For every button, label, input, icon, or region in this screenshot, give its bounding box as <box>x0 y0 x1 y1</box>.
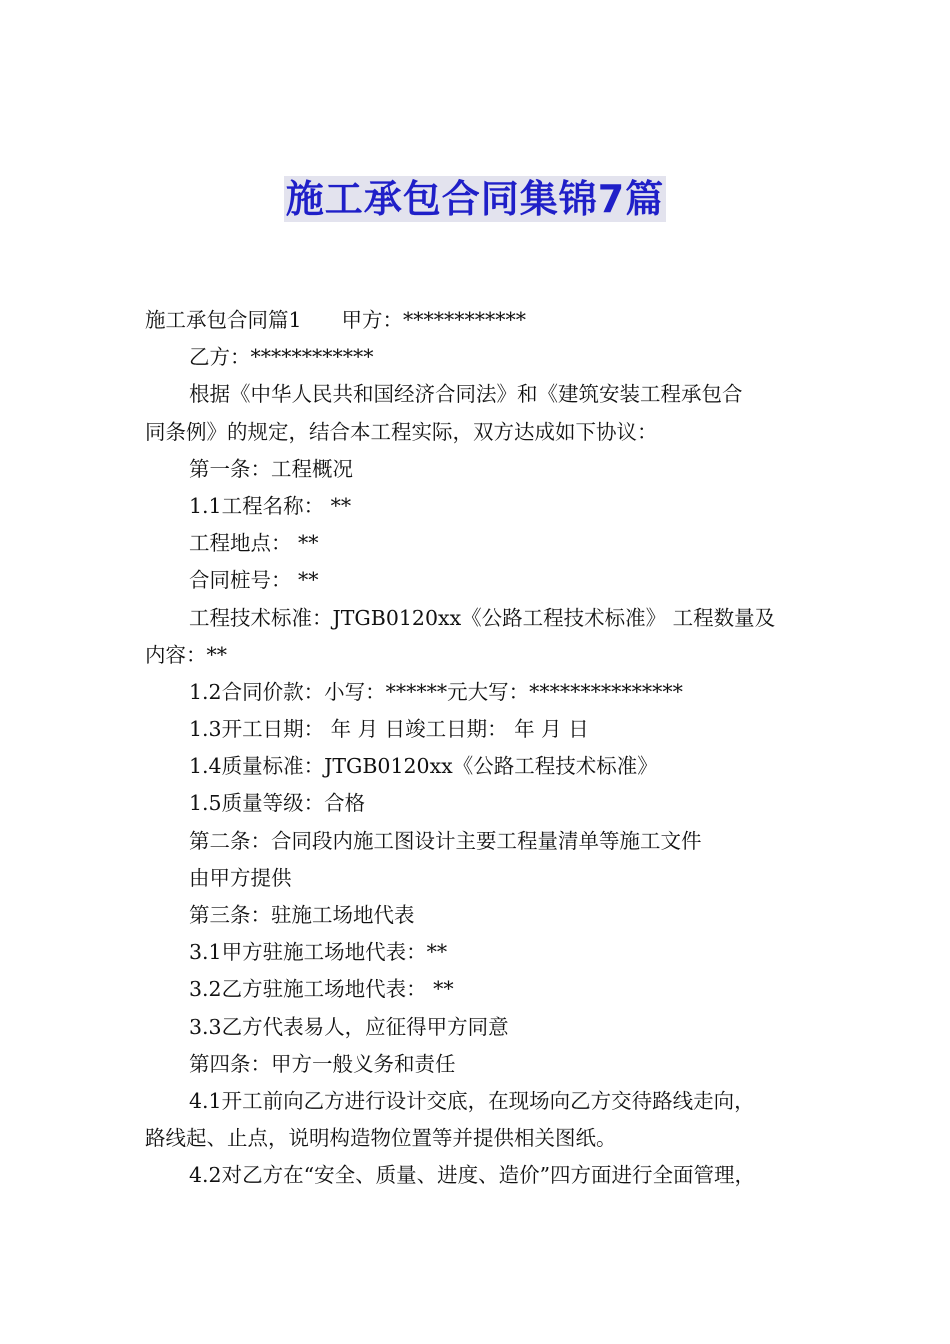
clause-line: 4.2对乙方在“安全、质量、进度、造价”四方面进行全面管理， <box>189 1163 756 1188</box>
document-title <box>0 176 950 222</box>
clause-line: 1.3开工日期： 年 月 日竣工日期： 年 月 日 <box>189 717 589 742</box>
article-heading: 第三条：驻施工场地代表 <box>189 903 415 927</box>
document-body <box>145 302 821 1195</box>
party-b-line: 乙方：************ <box>189 345 374 370</box>
clause-line: 3.2乙方驻施工场地代表： ** <box>189 977 454 1002</box>
article-heading: 第四条：甲方一般义务和责任 <box>189 1051 456 1076</box>
clause-line: 3.1甲方驻施工场地代表：** <box>189 940 448 965</box>
clause-line: 内容：** <box>145 642 227 667</box>
clause-line: 1.2合同价款：小写：******元大写：*************** <box>189 679 683 704</box>
paragraph-line: 同条例》的规定，结合本工程实际，双方达成如下协议： <box>145 419 658 444</box>
clause-line: 由甲方提供 <box>189 865 292 890</box>
document-title-text: 施工承包合同集锦7篇 <box>285 177 665 221</box>
party-a-line: 甲方：************ <box>341 308 527 332</box>
paragraph-line: 根据《中华人民共和国经济合同法》和《建筑安装工程承包合 <box>189 382 743 407</box>
clause-line: 1.1工程名称： ** <box>189 493 352 518</box>
clause-line: 工程地点： ** <box>189 531 319 556</box>
clause-line: 4.1开工前向乙方进行设计交底，在现场向乙方交待路线走向， <box>189 1088 755 1113</box>
clause-line: 1.5质量等级：合格 <box>189 791 366 816</box>
paragraph-contract-header <box>145 302 821 339</box>
contract-section-heading: 施工承包合同篇1 <box>145 308 302 332</box>
article-heading: 第一条：工程概况 <box>189 456 353 481</box>
clause-line: 1.4质量标准：JTGB0120xx《公路工程技术标准》 <box>189 754 658 779</box>
clause-line: 工程技术标准：JTGB0120xx《公路工程技术标准》 工程数量及 <box>189 605 776 630</box>
clause-line: 3.3乙方代表易人，应征得甲方同意 <box>189 1014 509 1039</box>
clause-line: 合同桩号： ** <box>189 568 319 593</box>
clause-line: 路线起、止点，说明构造物位置等并提供相关图纸。 <box>145 1126 617 1151</box>
article-heading: 第二条：合同段内施工图设计主要工程量清单等施工文件 <box>189 828 702 853</box>
